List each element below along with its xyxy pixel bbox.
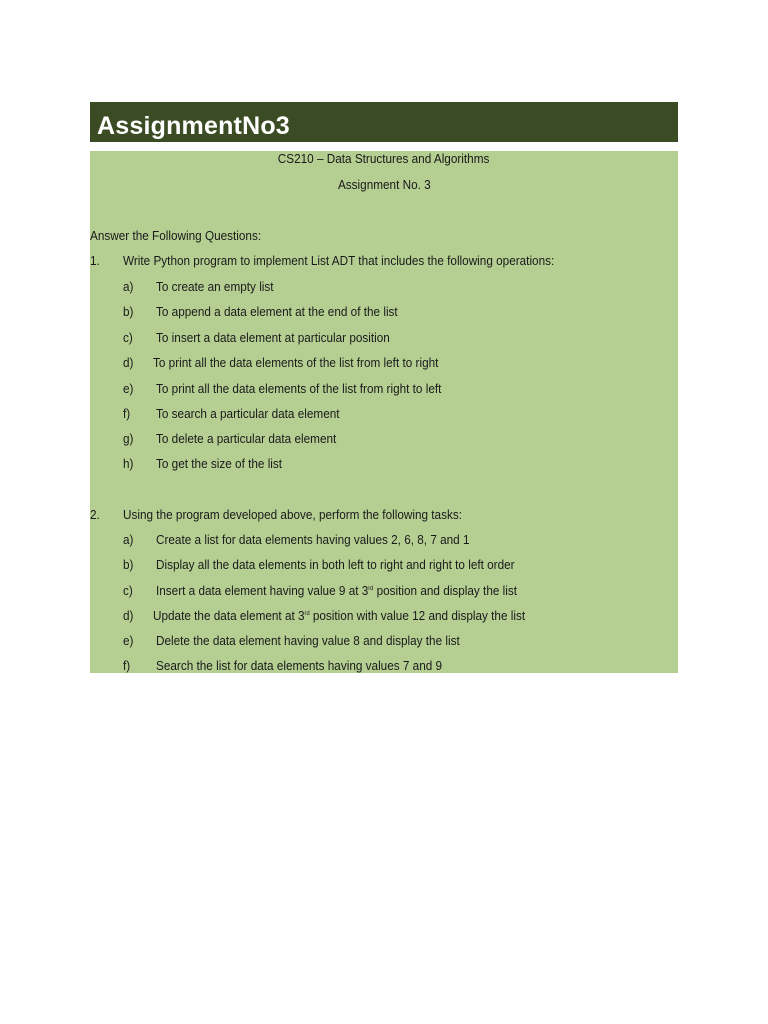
item-letter: e) <box>123 634 134 648</box>
item-text: To insert a data element at particular position <box>156 331 390 345</box>
item-letter: d) <box>123 609 134 623</box>
item-text: Create a list for data elements having values 2, 6, 8, 7 and 1 <box>156 533 470 547</box>
item-text: To create an empty list <box>156 280 274 294</box>
item-text: To append a data element at the end of the list <box>156 305 398 319</box>
item-text: To delete a particular data element <box>156 432 337 446</box>
item-letter: c) <box>123 331 133 345</box>
item-letter: g) <box>123 432 134 446</box>
document-title: AssignmentNo3 <box>97 111 290 140</box>
question-text: Using the program developed above, perform the following tasks: <box>123 508 462 522</box>
title-bar <box>90 102 678 142</box>
item-text: To print all the data elements of the list from right to left <box>156 382 442 396</box>
item-letter: e) <box>123 382 134 396</box>
item-text: Search the list for data elements having values 7 and 9 <box>156 659 443 673</box>
item-text: Delete the data element having value 8 and display the list <box>156 634 460 648</box>
item-letter: a) <box>123 280 134 294</box>
question-text: Write Python program to implement List ADT that includes the following operations: <box>123 254 555 268</box>
item-letter: f) <box>123 659 131 673</box>
item-letter: f) <box>123 407 131 421</box>
item-letter: b) <box>123 305 134 319</box>
assignment-content <box>90 151 678 673</box>
ordinal-suffix: rd <box>304 610 310 617</box>
intro-text: Answer the Following Questions: <box>90 229 262 243</box>
item-letter: h) <box>123 457 134 471</box>
item-text: Display all the data elements in both left to right and right to left order <box>156 558 515 572</box>
item-text: To print all the data elements of the list from left to right <box>153 356 439 370</box>
item-letter: b) <box>123 558 134 572</box>
item-letter: c) <box>123 584 133 598</box>
item-letter: a) <box>123 533 134 547</box>
ordinal-suffix: rd <box>368 585 374 592</box>
question-number: 1. <box>90 254 100 268</box>
course-heading: CS210 – Data Structures and Algorithms <box>278 152 490 166</box>
item-text: To get the size of the list <box>156 457 283 471</box>
item-text: Insert a data element having value 9 at 3rd position and display the list <box>156 584 518 598</box>
item-letter: d) <box>123 356 134 370</box>
question-number: 2. <box>90 508 100 522</box>
item-text: To search a particular data element <box>156 407 340 421</box>
item-text: Update the data element at 3rd position with value 12 and display the list <box>153 609 526 623</box>
assignment-heading: Assignment No. 3 <box>337 178 431 192</box>
